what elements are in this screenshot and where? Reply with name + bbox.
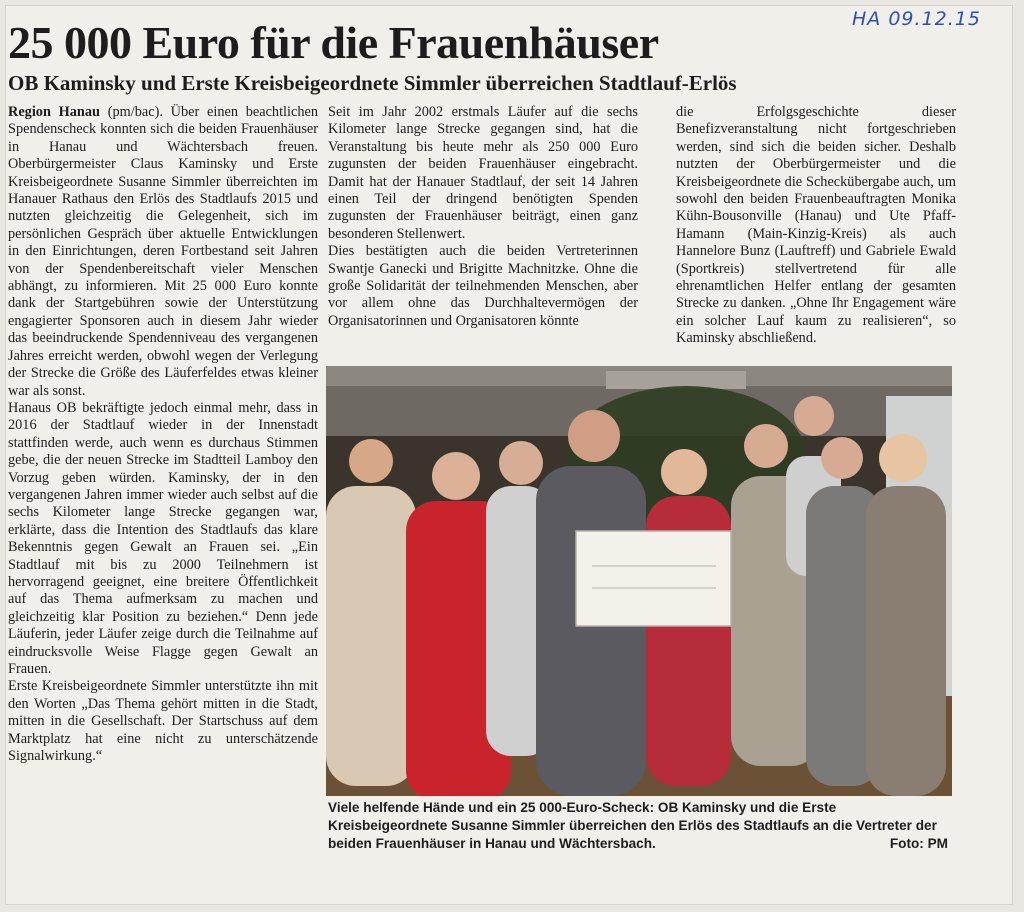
subheadline: OB Kaminsky und Erste Kreisbeigeordnete Simmler überreichen Stadtlauf-Erlös [8, 71, 737, 95]
group-photo [326, 366, 952, 796]
group-photo-illustration [326, 366, 952, 796]
handwritten-date-note: HA 09.12.15 [852, 8, 981, 30]
headline: 25 000 Euro für die Frauenhäuser [8, 17, 659, 68]
article-column-1 [8, 104, 318, 765]
photo-caption-text: Viele helfende Hände und ein 25 000-Euro-Scheck: OB Kaminsky und die Erste Kreisbeigeordnete Susanne Simmler überreichen den Erlös des Stadtlaufs an die Vertreter der beiden Frauenhäuser in Hanau und Wächtersbach. [328, 800, 937, 851]
photo-credit: Foto: PM [889, 836, 948, 851]
article-column-2: Seit im Jahr 2002 erstmals Läufer auf die sechs Kilometer lange Strecke gegangen sind, hat die Veranstaltung bis heute mehr als 250 000 Euro zugunsten der beiden Frauenhäuser eingebracht. Damit hat der Hanauer Stadtlauf, der seit 14 Jahren einen Teil der dringend benötigten Spenden zugunsten der Frauenhäuser beiträgt, einen ganz besonderen Stellenwert. Dies bestätigten auch die beiden Vertreterinnen Swantje Ganecki und Brigitte Machnitzke. Ohne die große Solidarität der teilnehmenden Menschen, aber vor allem ohne das Durchhaltevermögen der Organisatorinnen und Organisatoren könnte [328, 104, 638, 329]
dateline: Region Hanau [8, 104, 100, 120]
article-column-3: die Erfolgsgeschichte dieser Benefizveranstaltung nicht fortgeschrieben werden, sind sich die beiden sicher. Deshalb nutzten der Oberbürgermeister und die Kreisbeigeordnete die Scheckübergabe auch, um sowohl den beiden Frauenbeauftragten Monika Kühn-Bousonville (Hanau) und Ute Pfaff-Hamann (Main-Kinzig-Kreis) als auch Hannelore Bunz (Lauftreff) und Gabriele Ewald (Sportkreis) stellvertretend für alle ehrenamtlichen Helfer entlang der gesamten Strecke zu danken. „Ohne Ihr Engagement wäre ein solcher Lauf kaum zu realisieren“, so Kaminsky abschließend. [676, 104, 956, 347]
photo-caption [328, 799, 948, 853]
article-column-1-text: (pm/bac). Über einen beachtlichen Spendenscheck konnten sich die beiden Frauenhäuser in Hanau und Wächtersbach freuen. Oberbürgermeister Claus Kaminsky und Erste Kreisbeigeordnete Susanne Simmler überreichten im Hanauer Rathaus den Erlös des Stadtlaufs 2015 und nutzten gleichzeitig die Gelegenheit, sich im persönlichen Gespräch über aktuelle Entwicklungen in den Einrichtungen, deren Fortbestand seit Jahren von der Spendenbereitschaft vieler Menschen abhängt, zu informieren. Mit 25 000 Euro konnte dank der Startgebühren sowie der Unterstützung engagierter Sponsoren auch in diesem Jahr wieder das beeindruckende Spendenniveau des vergangenen Jahres erreicht werden, obwohl wegen der Verlegung der Strecke die Größe des Läuferfeldes etwas kleiner war als sonst. Hanaus OB bekräftigte jedoch einmal mehr, dass in 2016 der Stadtlauf wieder in der Innenstadt stattfinden werde, auch wenn es durchaus Stimmen gebe, die der neuen Strecke im Stadtteil Lamboy den Vorzug geben würden. Kaminsky, der in den vergangenen Jahren immer wieder auch selbst auf die sechs Kilometer lange Strecke gegangen war, erklärte, dass die Intention des Stadtlaufs das klare Bekenntnis gegen Gewalt an Frauen sei. „Ein Stadtlauf mit bis zu 2000 Teilnehmern ist hervorragend geeignet, eine breitere Öffentlichkeit auf das Thema aufmerksam zu machen und gleichzeitig klar Position zu beziehen.“ Denn jede Läuferin, jeder Läufer zeige durch die Teilnahme auf eindrucksvolle Weise Flagge gegen Gewalt an Frauen. Erste Kreisbeigeordnete Simmler unterstützte ihn mit den Worten „Das Thema gehört mitten in die Stadt, mitten in die Gesellschaft. Der Startschuss auf dem Marktplatz hat eine nicht zu unterschätzende Signalwirkung.“ [8, 104, 318, 765]
